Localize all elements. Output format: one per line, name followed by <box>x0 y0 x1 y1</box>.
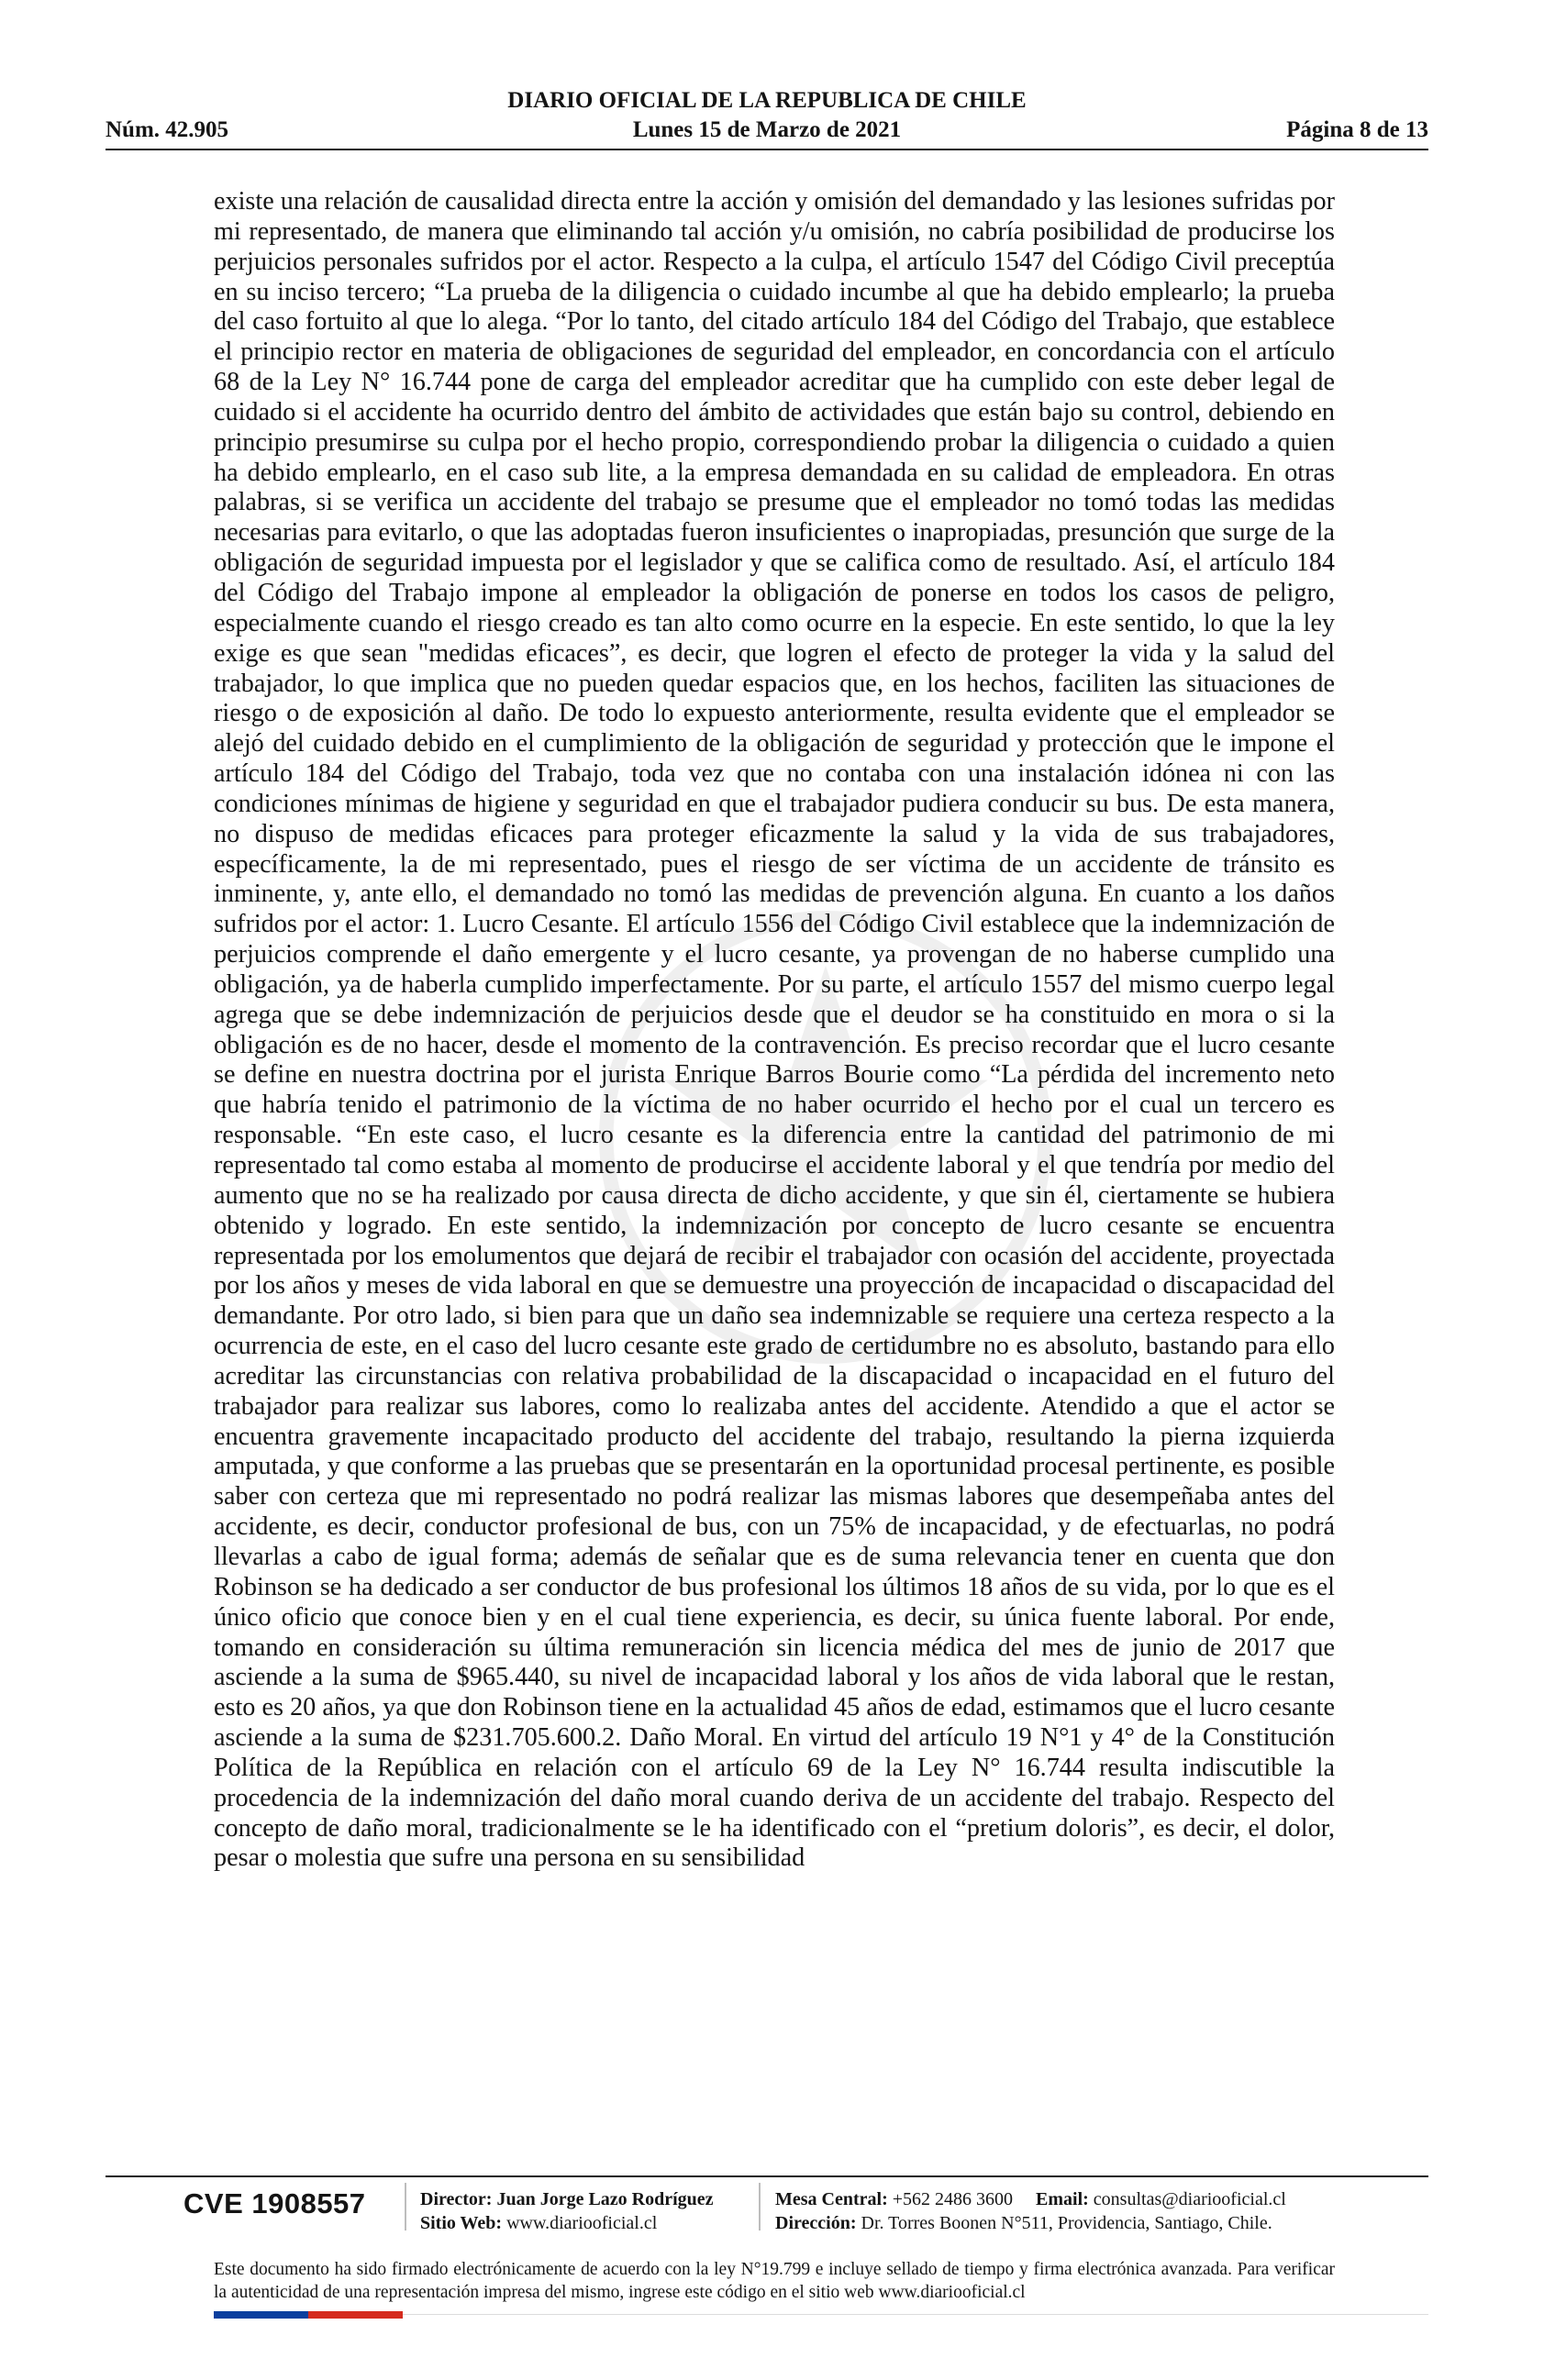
contact-line: Mesa Central: +562 2486 3600 Email: consultas@diariooficial.cl <box>775 2189 1286 2209</box>
footer-director-block <box>420 2187 714 2235</box>
article-body: existe una relación de causalidad directa entre la acción y omisión del demandado y las lesiones sufridas por mi representado, de manera que eliminando tal acción y/u omisión, no cabría posibilidad de producirse los perjuicios personales sufridos por el actor. Respecto a la culpa, el artículo 1547 del Código Civil preceptúa en su inciso tercero; “La prueba de la diligencia o cuidado incumbe al que ha debido emplearlo; la prueba del caso fortuito al que lo alega. “Por lo tanto, del citado artículo 184 del Código del Trabajo, que establece el principio rector en materia de obligaciones de seguridad del empleador, en concordancia con el artículo 68 de la Ley N° 16.744 pone de carga del empleador acreditar que ha cumplido con este deber legal de cuidado si el accidente ha ocurrido dentro del ámbito de actividades que están bajo su control, debiendo en principio presumirse su culpa por el hecho propio, correspondiendo probar la diligencia o cuidado a quien ha debido emplearlo, en el caso sub lite, a la empresa demandada en su calidad de empleadora. En otras palabras, si se verifica un accidente del trabajo se presume que el empleador no tomó todas las medidas necesarias para evitarlo, o que las adoptadas fueron insuficientes o inapropiadas, presunción que surge de la obligación de seguridad impuesta por el legislador y que se califica como de resultado. Así, el artículo 184 del Código del Trabajo impone al empleador la obligación de ponerse en todos los casos de peligro, especialmente cuando el riesgo creado es tan alto como ocurre en la especie. En este sentido, lo que la ley exige es que sean "medidas eficaces”, es decir, que logren el efecto de proteger la vida y la salud del trabajador, lo que implica que no pueden quedar espacios que, en los hechos, faciliten las situaciones de riesgo o de exposición al daño. De todo lo expuesto anteriormente, resulta evidente que el empleador se alejó del cuidado debido en el cumplimiento de la obligación de seguridad y protección que le impone el artículo 184 del Código del Trabajo, toda vez que no contaba con una instalación idónea ni con las condiciones mínimas de higiene y seguridad en que el trabajador pudiera conducir su bus. De esta manera, no dispuso de medidas eficaces para proteger eficazmente la salud y la vida de sus trabajadores, específicamente, la de mi representado, pues el riesgo de ser víctima de un accidente de tránsito es inminente, y, ante ello, el demandado no tomó las medidas de prevención alguna. En cuanto a los daños sufridos por el actor: 1. Lucro Cesante. El artículo 1556 del Código Civil establece que la indemnización de perjuicios comprende el daño emergente y el lucro cesante, ya provengan de no haberse cumplido una obligación, ya de haberla cumplido imperfectamente. Por su parte, el artículo 1557 del mismo cuerpo legal agrega que se debe indemnización de perjuicios desde que el deudor se ha constituido en mora o si la obligación es de no hacer, desde el momento de la contravención. Es preciso recordar que el lucro cesante se define en nuestra doctrina por el jurista Enrique Barros Bourie como “La pérdida del incremento neto que habría tenido el patrimonio de la víctima de no haber ocurrido el hecho por el cual un tercero es responsable. “En este caso, el lucro cesante es la diferencia entre la cantidad del patrimonio de mi representado tal como estaba al momento de producirse el accidente laboral y el que tendría por medio del aumento que no se ha realizado por causa directa de dicho accidente, y que sin él, ciertamente se hubiera obtenido y logrado. En este sentido, la indemnización por concepto de lucro cesante se encuentra representada por los emolumentos que dejará de recibir el trabajador con ocasión del accidente, proyectada por los años y meses de vida laboral en que se demuestre una proyección de incapacidad o discapacidad del demandante. Por otro lado, si bien para que un daño sea indemnizable se requiere una certeza respecto a la ocurrencia de este, en el caso del lucro cesante este grado de certidumbre no es absoluto, bastando para ello acreditar las circunstancias con relativa probabilidad de la discapacidad o incapacidad en el futuro del trabajador para realizar sus labores, como lo realizaba antes del accidente. Atendido a que el actor se encuentra gravemente incapacitado producto del accidente del trabajo, resultando la pierna izquierda amputada, y que conforme a las pruebas que se presentarán en la oportunidad procesal pertinente, es posible saber con certeza que mi representado no podrá realizar las mismas labores que desempeñaba antes del accidente, es decir, conductor profesional de bus, con un 75% de incapacidad, y de efectuarlas, no podrá llevarlas a cabo de igual forma; además de señalar que es de suma relevancia tener en cuenta que don Robinson se ha dedicado a ser conductor de bus profesional los últimos 18 años de su vida, por lo que es el único oficio que conoce bien y en el cual tiene experiencia, es decir, su única fuente laboral. Por ende, tomando en consideración su última remuneración sin licencia médica del mes de junio de 2017 que asciende a la suma de $965.440, su nivel de incapacidad laboral y los años de vida laboral que le restan, esto es 20 años, ya que don Robinson tiene en la actualidad 45 años de edad, estimamos que el lucro cesante asciende a la suma de $231.705.600.2. Daño Moral. En virtud del artículo 19 N°1 y 4° de la Constitución Política de la República en relación con el artículo 69 de la Ley N° 16.744 resulta indiscutible la procedencia de la indemnización del daño moral cuando deriva de un accidente del trabajo. Respecto del concepto de daño moral, tradicionalmente se le ha identificado con el “pretium doloris”, es decir, el dolor, pesar o molestia que sufre una persona en su sensibilidad <box>214 187 1335 1873</box>
website-link[interactable]: www.diariooficial.cl <box>506 2213 658 2233</box>
director-name: Juan Jorge Lazo Rodríguez <box>496 2189 714 2209</box>
footer-separator <box>759 2183 761 2231</box>
email-link[interactable]: consultas@diariooficial.cl <box>1093 2189 1286 2209</box>
phone-number: +562 2486 3600 <box>892 2189 1014 2209</box>
flag-stripe-blue <box>214 2311 308 2319</box>
header-divider <box>106 149 1428 150</box>
issue-number: Núm. 42.905 <box>106 117 229 142</box>
electronic-signature-notice: Este documento ha sido firmado electrónicamente de acuerdo con la ley N°19.799 e incluye sellado de tiempo y firma electrónica avanzada. Para verificar la autenticidad de una representación impresa del mismo, ingrese este código en el sitio web www.diariooficial.cl <box>214 2260 1335 2302</box>
director-line: Director: Juan Jorge Lazo Rodríguez <box>420 2189 714 2209</box>
footer-separator <box>405 2183 406 2231</box>
flag-stripe-red <box>308 2311 403 2319</box>
website-line: Sitio Web: www.diariooficial.cl <box>420 2213 658 2233</box>
address: Dr. Torres Boonen N°511, Providencia, Santiago, Chile. <box>861 2213 1272 2233</box>
footer-divider <box>106 2175 1428 2177</box>
page-header <box>106 86 1428 150</box>
address-line: Dirección: Dr. Torres Boonen N°511, Providencia, Santiago, Chile. <box>775 2213 1272 2233</box>
footer-contact-block <box>775 2187 1286 2235</box>
issue-date: Lunes 15 de Marzo de 2021 <box>632 117 902 142</box>
cve-code: CVE 1908557 <box>183 2187 366 2219</box>
footer-bottom-line <box>403 2314 1428 2315</box>
newspaper-title: DIARIO OFICIAL DE LA REPUBLICA DE CHILE <box>507 88 1027 113</box>
page-indicator: Página 8 de 13 <box>1286 117 1428 142</box>
header-info-row <box>106 116 1428 145</box>
